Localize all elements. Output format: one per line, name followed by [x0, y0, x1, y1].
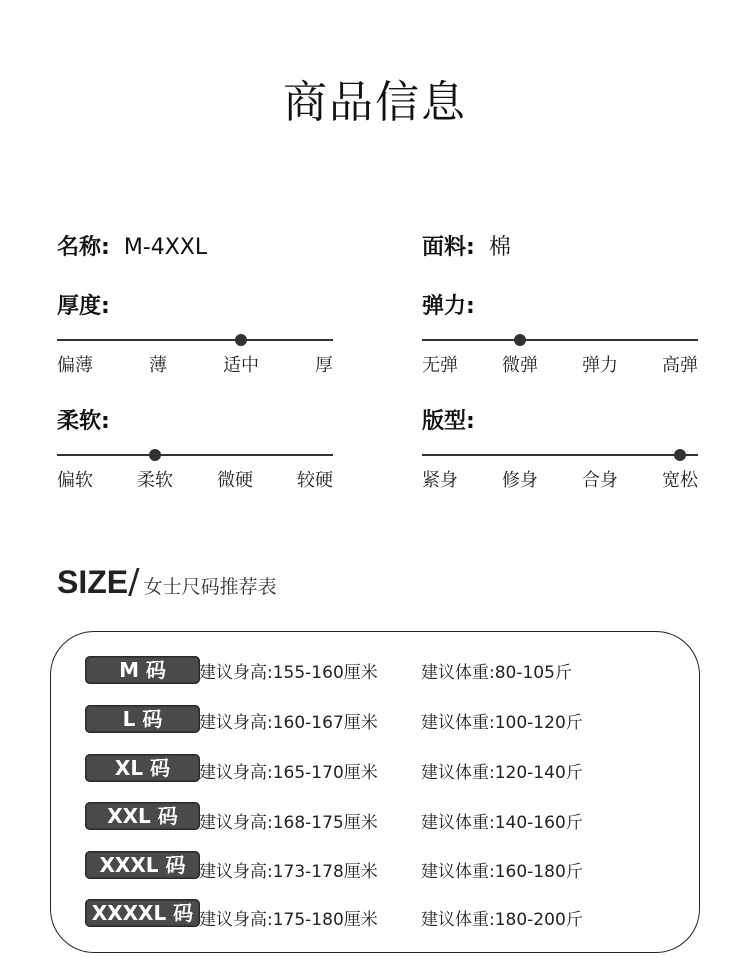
recommended-height: 建议身高:155-160厘米 [199, 663, 378, 683]
size-row [85, 705, 200, 733]
name-label: 名称: [57, 235, 110, 260]
scale-line [57, 339, 333, 341]
size-chart-heading [57, 562, 277, 602]
recommended-height: 建议身高:173-178厘米 [199, 862, 378, 882]
size-heading: SIZE [57, 564, 129, 600]
attr-scale [57, 448, 333, 462]
scale-marker [674, 449, 686, 461]
recommended-weight: 建议体重:180-200斤 [421, 910, 583, 930]
fabric-row [422, 230, 511, 261]
recommended-weight: 建议体重:120-140斤 [421, 763, 583, 783]
scale-levels [57, 466, 333, 492]
level-label: 适中 [223, 355, 259, 376]
name-row [57, 230, 207, 261]
size-badge: XXXL 码 [85, 851, 200, 879]
attr-fit [422, 404, 698, 492]
attr-thickness [57, 289, 333, 377]
level-label: 偏软 [57, 470, 93, 491]
attr-softness [57, 404, 333, 492]
level-label: 厚 [315, 355, 333, 376]
size-badge: XXXXL 码 [85, 899, 200, 927]
level-label: 无弹 [422, 355, 458, 376]
fabric-label: 面料: [422, 235, 475, 260]
attr-label: 厚度: [57, 294, 110, 319]
level-label: 偏薄 [57, 355, 93, 376]
scale-levels [57, 351, 333, 377]
scale-line [422, 454, 698, 456]
scale-marker [235, 334, 247, 346]
scale-line [422, 339, 698, 341]
level-label: 高弹 [662, 355, 698, 376]
recommended-weight: 建议体重:80-105斤 [421, 663, 572, 683]
scale-line [57, 454, 333, 456]
recommended-height: 建议身高:160-167厘米 [199, 713, 378, 733]
attr-label: 版型: [422, 409, 475, 434]
size-row [85, 754, 200, 782]
attr-scale [422, 333, 698, 347]
recommended-weight: 建议体重:100-120斤 [421, 713, 583, 733]
size-badge: L 码 [85, 705, 200, 733]
recommended-weight: 建议体重:160-180斤 [421, 862, 583, 882]
page-title: 商品信息 [283, 77, 467, 128]
attr-scale [57, 333, 333, 347]
attr-scale [422, 448, 698, 462]
recommended-height: 建议身高:175-180厘米 [199, 910, 378, 930]
scale-marker [514, 334, 526, 346]
name-value: M-4XXL [123, 235, 208, 260]
size-heading-slash: / [128, 562, 140, 602]
size-chart-table [50, 631, 700, 953]
recommended-height: 建议身高:168-175厘米 [199, 813, 378, 833]
level-label: 较硬 [297, 470, 333, 491]
level-label: 微弹 [502, 355, 538, 376]
recommended-height: 建议身高:165-170厘米 [199, 763, 378, 783]
level-label: 宽松 [662, 470, 698, 491]
level-label: 柔软 [137, 470, 173, 491]
level-label: 修身 [502, 470, 538, 491]
size-row [85, 802, 200, 830]
size-badge: XL 码 [85, 754, 200, 782]
attr-label: 柔软: [57, 409, 110, 434]
size-badge: M 码 [85, 656, 200, 684]
attr-label: 弹力: [422, 294, 475, 319]
level-label: 薄 [149, 355, 167, 376]
size-row [85, 899, 200, 927]
scale-marker [149, 449, 161, 461]
level-label: 紧身 [422, 470, 458, 491]
scale-levels [422, 466, 698, 492]
size-badge: XXL 码 [85, 802, 200, 830]
level-label: 微硬 [217, 470, 253, 491]
size-row [85, 851, 200, 879]
level-label: 弹力 [582, 355, 618, 376]
size-subheading: 女士尺码推荐表 [143, 576, 277, 598]
size-row [85, 656, 200, 684]
attr-elasticity [422, 289, 698, 377]
recommended-weight: 建议体重:140-160斤 [421, 813, 583, 833]
scale-levels [422, 351, 698, 377]
fabric-value: 棉 [488, 235, 511, 260]
level-label: 合身 [582, 470, 618, 491]
